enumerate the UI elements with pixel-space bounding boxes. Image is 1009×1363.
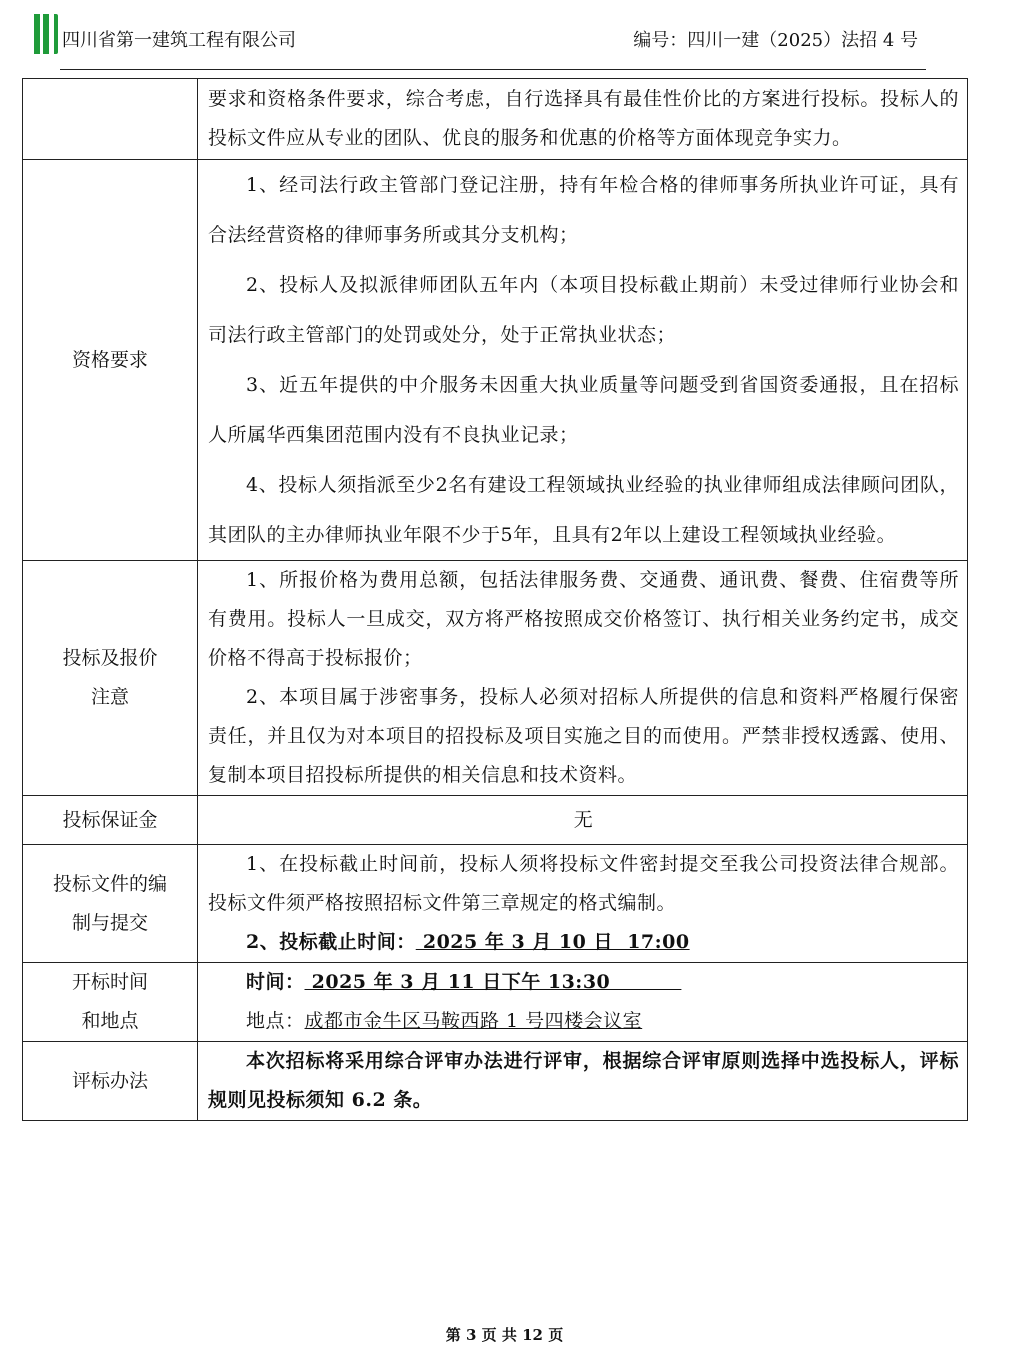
qualification-item-2: 2、投标人及拟派律师团队五年内（本项目投标截止期前）未受过律师行业协会和司法行政主管部门的处罚或处分，处于正常执业状态； <box>208 274 959 346</box>
page-footer: 第 3 页 共 12 页 <box>445 1326 564 1344</box>
qualification-label: 资格要求 <box>23 160 198 561</box>
opening-label-line1: 开标时间 <box>71 971 148 993</box>
submission-label <box>23 845 198 963</box>
evaluation-cell <box>198 1042 968 1121</box>
table-row <box>23 1042 968 1121</box>
row-label-empty <box>23 79 198 160</box>
table-row <box>23 845 968 963</box>
pricing-label <box>23 561 198 796</box>
submission-label-line2: 制与提交 <box>71 911 148 934</box>
deposit-label: 投标保证金 <box>23 796 198 845</box>
table-row <box>23 79 968 160</box>
qualification-item-1: 1、经司法行政主管部门登记注册，持有年检合格的律师事务所执业许可证，具有合法经营资格的律师事务所或其分支机构； <box>208 174 959 246</box>
table-row <box>23 160 968 561</box>
opening-place-prefix: 地点： <box>246 1010 305 1032</box>
pricing-label-line1: 投标及报价 <box>62 647 158 669</box>
submission-item-1: 1、在投标截止时间前，投标人须将投标文件密封提交至我公司投资法律合规部。投标文件须严格按照招标文件第三章规定的格式编制。 <box>208 853 959 914</box>
pricing-item-1: 1、所报价格为费用总额，包括法律服务费、交通费、通讯费、餐费、住宿费等所有费用。投标人一旦成交，双方将严格按照成交价格签订、执行相关业务约定书，成交价格不得高于投标报价； <box>208 569 959 669</box>
continuation-cell <box>198 79 968 160</box>
deadline-value: 2025 年 3 月 10 日 17:00 <box>415 931 690 953</box>
company-name: 四川省第一建筑工程有限公司 <box>62 30 296 51</box>
opening-time-value: 2025 年 3 月 11 日下午 13:30 <box>304 971 682 993</box>
tender-table <box>22 78 968 1121</box>
opening-place-value: 成都市金牛区马鞍西路 1 号四楼会议室 <box>304 1010 643 1032</box>
evaluation-label: 评标办法 <box>23 1042 198 1121</box>
document-number: 编号：四川一建（2025）法招 4 号 <box>633 30 918 51</box>
evaluation-text: 本次招标将采用综合评审办法进行评审，根据综合评审原则选择中选投标人，评标规则见投标须知 6.2 条。 <box>208 1050 959 1111</box>
company-logo <box>34 14 58 54</box>
submission-deadline <box>208 923 959 962</box>
opening-cell <box>198 963 968 1042</box>
qualification-cell <box>198 160 968 561</box>
opening-label-line2: 和地点 <box>81 1010 139 1032</box>
opening-time-prefix: 时间： <box>246 971 305 993</box>
table-row <box>23 561 968 796</box>
qualification-item-3: 3、近五年提供的中介服务未因重大执业质量等问题受到省国资委通报，且在招标人所属华西集团范围内没有不良执业记录； <box>208 374 959 446</box>
pricing-cell <box>198 561 968 796</box>
deadline-prefix: 2、投标截止时间： <box>246 931 416 953</box>
deposit-cell <box>198 796 968 845</box>
opening-label <box>23 963 198 1042</box>
deposit-value: 无 <box>573 808 594 831</box>
opening-time <box>208 963 959 1002</box>
pricing-item-2: 2、本项目属于涉密事务，投标人必须对招标人所提供的信息和资料严格履行保密责任，并且仅为对本项目的招投标及项目实施之目的而使用。严禁非授权透露、使用、复制本项目招投标所提供的相关信息和技术资料。 <box>208 686 959 786</box>
table-row <box>23 963 968 1042</box>
continuation-text: 要求和资格条件要求，综合考虑，自行选择具有最佳性价比的方案进行投标。投标人的投标文件应从专业的团队、优良的服务和优惠的价格等方面体现竞争实力。 <box>208 88 959 149</box>
page-header <box>34 14 926 56</box>
opening-place <box>208 1002 959 1041</box>
submission-cell <box>198 845 968 963</box>
submission-label-line1: 投标文件的编 <box>52 872 167 895</box>
qualification-item-4: 4、投标人须指派至少2名有建设工程领域执业经验的执业律师组成法律顾问团队，其团队的主办律师执业年限不少于5年，且具有2年以上建设工程领域执业经验。 <box>208 474 959 546</box>
table-row <box>23 796 968 845</box>
header-rule <box>60 69 926 70</box>
pricing-label-line2: 注意 <box>90 686 129 708</box>
